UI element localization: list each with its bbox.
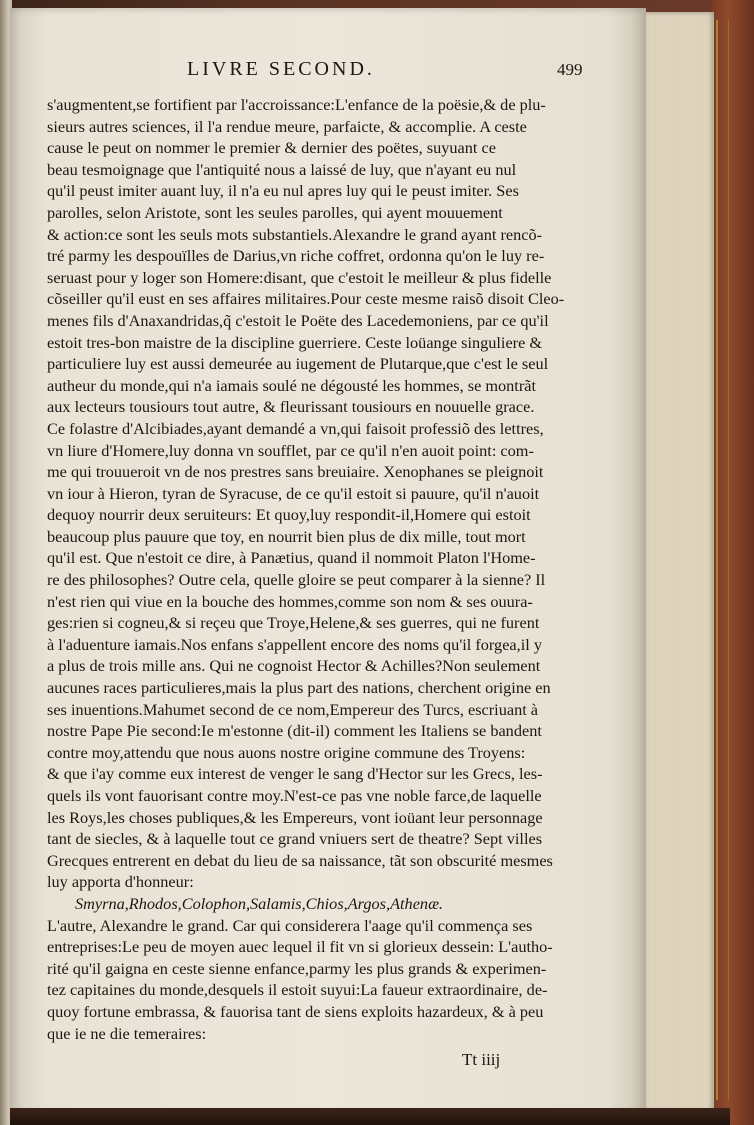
text-line: vn iour à Hieron, tyran de Syracuse, de ce qu'il estoit si pauure, qu'il n'auoit: [47, 483, 540, 503]
text-line: s'augmentent,se fortifient par l'accroissance:L'enfance de la poësie,& de plu-: [47, 95, 546, 114]
body-text-continued: [47, 915, 627, 1045]
text-line: re des philosophes? Outre cela, quelle gloire se peut comparer à la sienne? Il: [47, 570, 546, 590]
text-line: beau tesmoignage que l'antiquité nous a laissé de luy, que n'ayant eu nul: [47, 159, 517, 179]
text-line: autheur du monde,qui n'a iamais soulé ne dégousté les hommes, se montrãt: [47, 375, 537, 395]
text-line: & que i'ay comme eux interest de venger le sang d'Hector sur les Grecs, les-: [47, 764, 543, 784]
text-line: estoit tres-bon maistre de la discipline guerriere. Ceste loüange singuliere &: [47, 332, 543, 352]
text-line: dequoy nourrir deux seruiteurs: Et quoy,luy respondit-il,Homere qui estoit: [47, 505, 531, 525]
text-line: Ce folastre d'Alcibiades,ayant demandé a vn,qui faisoit professiõ des lettres,: [47, 418, 544, 438]
text-line: tez capitaines du monde,desquels il estoit suyui:La faueur extraordinaire, de-: [47, 980, 548, 1000]
text-line: beaucoup plus pauure que toy, en nourrit bien plus de dix mille, tout mort: [47, 526, 526, 546]
text-line: quoy fortune embrassa, & fauorisa tant de siens exploits hazardeux, & à peu: [47, 1001, 544, 1021]
page-number: 499: [557, 60, 583, 79]
text-line: cõseiller qu'il eust en ses affaires militaires.Pour ceste mesme raisõ disoit Cleo-: [47, 289, 565, 309]
text-line: aux lecteurs tousiours tout autre, & fleurissant tousiours en nouuelle grace.: [47, 397, 535, 417]
text-line: que ie ne die temeraires:: [47, 1023, 207, 1043]
text-line: tré parmy les despouïlles de Darius,vn riche coffret, ordonna qu'on le luy re-: [47, 246, 545, 266]
text-line: nostre Pape Pie second:Ie m'estonne (dit-il) comment les Italiens se bandent: [47, 721, 542, 741]
page-header: [47, 58, 627, 94]
bottom-shadow: [10, 1108, 730, 1125]
text-line: menes fils d'Anaxandridas,q̃ c'estoit le Poëte des Lacedemoniens, par ce qu'il: [47, 310, 549, 330]
text-line: aucunes races particulieres,mais la plus part des nations, cherchent origine en: [47, 678, 551, 698]
text-line: ges:rien si cogneu,& si reçeu que Troye,Helene,& ses guerres, qui ne furent: [47, 613, 540, 633]
text-line: qu'il peust imiter auant luy, il n'a eu nul apres luy qui le peust imiter. Ses: [47, 181, 519, 201]
text-line: cause le peut on nommer le premier & dernier des poëtes, suyuant ce: [47, 138, 496, 158]
text-line: entreprises:Le peu de moyen auec lequel il fit vn si glorieux dessein: L'autho-: [47, 937, 553, 957]
page-block-edges: [640, 12, 714, 1112]
text-line: à l'aduenture iamais.Nos enfans s'appellent encore des noms qu'il forgea,il y: [47, 634, 542, 654]
text-line: Grecques entrerent en debat du lieu de sa naissance, tãt son obscurité mesmes: [47, 850, 553, 870]
text-line: L'autre, Alexandre le grand. Car qui considerera l'aage qu'il commença ses: [47, 915, 533, 935]
text-line: tant de siecles, & à laquelle tout ce grand vniuers sert de theatre? Sept villes: [47, 829, 543, 849]
text-line: seruast pour y loger son Homere:disant, que c'estoit le meilleur & plus fidelle: [47, 267, 552, 287]
text-line: quels ils vont fauorisant contre moy.N'est-ce pas vne noble farce,de laquelle: [47, 786, 542, 805]
text-line: contre moy,attendu que nous auons nostre origine commune des Troyens:: [47, 742, 526, 762]
cover-gilt-tooling: [716, 20, 729, 1100]
text-line: vn liure d'Homere,luy donna vn soufflet, par ce qu'il n'en auoit point: com-: [47, 440, 534, 460]
text-line: les Roys,les choses publiques,& les Empereurs, vont ioüant leur personnage: [47, 807, 543, 827]
text-line: n'est rien qui viue en la bouche des hommes,comme son nom & ses ouura-: [47, 591, 533, 611]
page-footer: [47, 1044, 627, 1074]
signature-mark: Tt iiij: [462, 1050, 501, 1070]
text-line: rité qu'il gaigna en ceste sienne enfance,parmy les plus grands & experimen-: [47, 958, 547, 978]
running-head: LIVRE SECOND.: [187, 58, 375, 80]
text-line: ses inuentions.Mahumet second de ce nom,Empereur des Turcs, escriuant à: [47, 699, 539, 719]
text-line: a plus de trois mille ans. Qui ne cognoist Hector & Achilles?Non seulement: [47, 656, 541, 676]
text-line: parolles, selon Aristote, sont les seules parolles, qui ayent mouuement: [47, 202, 503, 222]
text-line: qu'il est. Que n'estoit ce dire, à Panætius, quand il nommoit Platon l'Home-: [47, 548, 536, 568]
text-line: luy apporta d'honneur:: [47, 872, 194, 892]
text-line: sieurs autres sciences, il l'a rendue meure, parfaicte, & accomplie. A ceste: [47, 116, 527, 136]
text-line: & action:ce sont les seuls mots substantiels.Alexandre le grand ayant rencõ-: [47, 224, 543, 244]
text-line: particuliere luy est aussi demeurée au iugement de Plutarque,que c'est le seul: [47, 354, 549, 374]
verse-line: Smyrna,Rhodos,Colophon,Salamis,Chios,Argos,Athenæ.: [75, 893, 443, 913]
text-column: [47, 58, 627, 1074]
text-line: me qui trouueroit vn de nos prestres sans breuiaire. Xenophanes se pleignoit: [47, 462, 544, 482]
body-text: [47, 94, 627, 893]
